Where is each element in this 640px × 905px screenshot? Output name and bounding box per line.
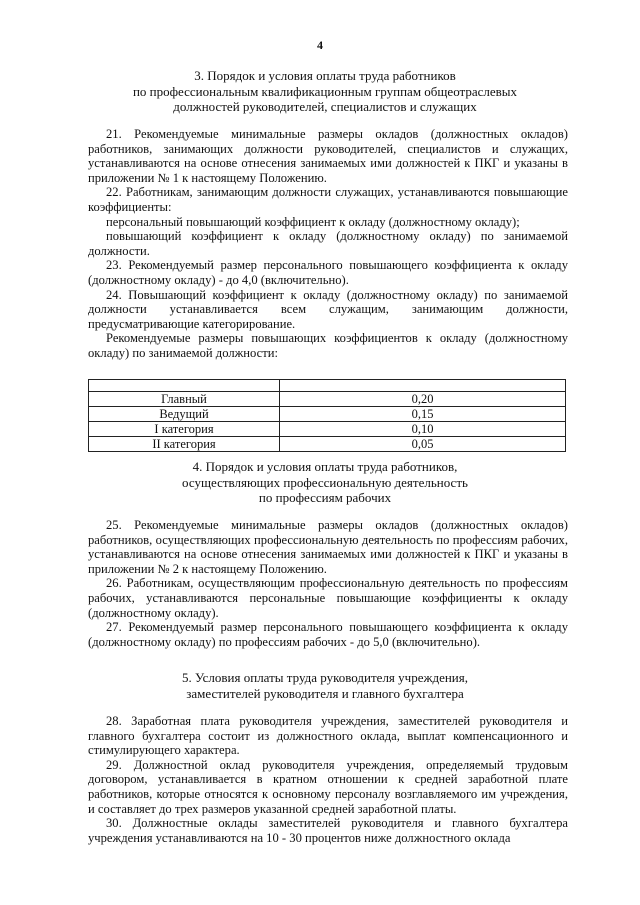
table-cell-value: 0,20 <box>280 392 566 407</box>
heading-line: 3. Порядок и условия оплаты труда работников <box>194 68 456 83</box>
section-4-heading <box>60 459 590 506</box>
paragraph-23: 23. Рекомендуемый размер персонального повышающего коэффициента к окладу (должностному окладу) - до 4,0 (включительно). <box>88 258 568 287</box>
heading-line: по профессиональным квалификационным группам общеотраслевых <box>132 83 518 99</box>
heading-line: по профессиям рабочих <box>258 490 392 505</box>
paragraph-30: 30. Должностные оклады заместителей руководителя и главного бухгалтера учреждения устанавливаются на 10 - 30 процентов ниже должностного оклада <box>88 816 568 845</box>
paragraph-22-item-2: повышающий коэффициент к окладу (должностному окладу) по занимаемой должности. <box>88 229 568 258</box>
table-cell-category: Главный <box>89 392 280 407</box>
paragraph-25: 25. Рекомендуемые минимальные размеры окладов (должностных окладов) работников, осуществляющих профессиональную деятельность по профессиям рабочих, устанавливаются на основе отнесения занимаемых ими должностей к ПКГ и указаны в приложении № 2 к настоящему Положению. <box>88 518 568 576</box>
heading-line: 5. Условия оплаты труда руководителя учреждения, <box>182 670 468 685</box>
heading-line: должностей руководителей, специалистов и служащих <box>173 99 477 114</box>
table-cell-category: I категория <box>89 422 280 437</box>
paragraph-29: 29. Должностной оклад руководителя учреждения, определяемый трудовым договором, устанавливается в кратном отношении к средней заработной плате работников, которые относятся к основному персоналу возглавляемого им учреждения, и составляет до трех размеров указанной средней заработной платы. <box>88 757 568 816</box>
section-4-body <box>88 518 568 649</box>
heading-line: заместителей руководителя и главного бухгалтера <box>186 685 464 701</box>
table-cell-value: 0,10 <box>280 422 566 437</box>
section-3-heading <box>60 68 590 115</box>
coefficient-table <box>88 379 566 452</box>
paragraph-27: 27. Рекомендуемый размер персонального повышающего коэффициента к окладу (должностному окладу) по профессиям рабочих - до 5,0 (включительно). <box>88 620 568 649</box>
table-cell-value: 0,15 <box>280 407 566 422</box>
paragraph-22: 22. Работникам, занимающим должности служащих, устанавливаются повышающие коэффициенты: <box>88 185 568 214</box>
section-5-heading <box>60 670 590 701</box>
table-row <box>89 437 566 452</box>
paragraph-28: 28. Заработная плата руководителя учреждения, заместителей руководителя и главного бухгалтера состоит из должностного оклада, выплат компенсационного и стимулирующего характера. <box>88 714 568 758</box>
table-row <box>89 380 566 392</box>
table-row <box>89 422 566 437</box>
table-cell-value: 0,05 <box>280 437 566 452</box>
heading-line: осуществляющих профессиональную деятельность <box>182 474 468 490</box>
paragraph-26: 26. Работникам, осуществляющим профессиональную деятельность по профессиям рабочих, устанавливаются персональные повышающие коэффициенты к окладу (должностному окладу). <box>88 576 568 620</box>
table-row <box>89 407 566 422</box>
paragraph-21: 21. Рекомендуемые минимальные размеры окладов (должностных окладов) работников, занимающих должности руководителей, специалистов и служащих, устанавливаются на основе отнесения занимаемых ими должностей к ПКГ и указаны в приложении № 1 к настоящему Положению. <box>88 127 568 185</box>
heading-line: 4. Порядок и условия оплаты труда работников, <box>192 459 458 474</box>
table-row <box>89 392 566 407</box>
paragraph-24: 24. Повышающий коэффициент к окладу (должностному окладу) по занимаемой должности устанавливается всем служащим, занимающим должности, предусматривающие категорирование. <box>88 287 568 331</box>
table-cell-category: II категория <box>89 437 280 452</box>
paragraph-24-note: Рекомендуемые размеры повышающих коэффициентов к окладу (должностному окладу) по занимаемой должности: <box>88 331 568 360</box>
section-5-body <box>88 714 568 845</box>
paragraph-22-item-1: персональный повышающий коэффициент к окладу (должностному окладу); <box>106 214 520 229</box>
page-number: 4 <box>317 38 323 52</box>
table-cell-category: Ведущий <box>89 407 280 422</box>
section-3-body <box>88 127 568 361</box>
